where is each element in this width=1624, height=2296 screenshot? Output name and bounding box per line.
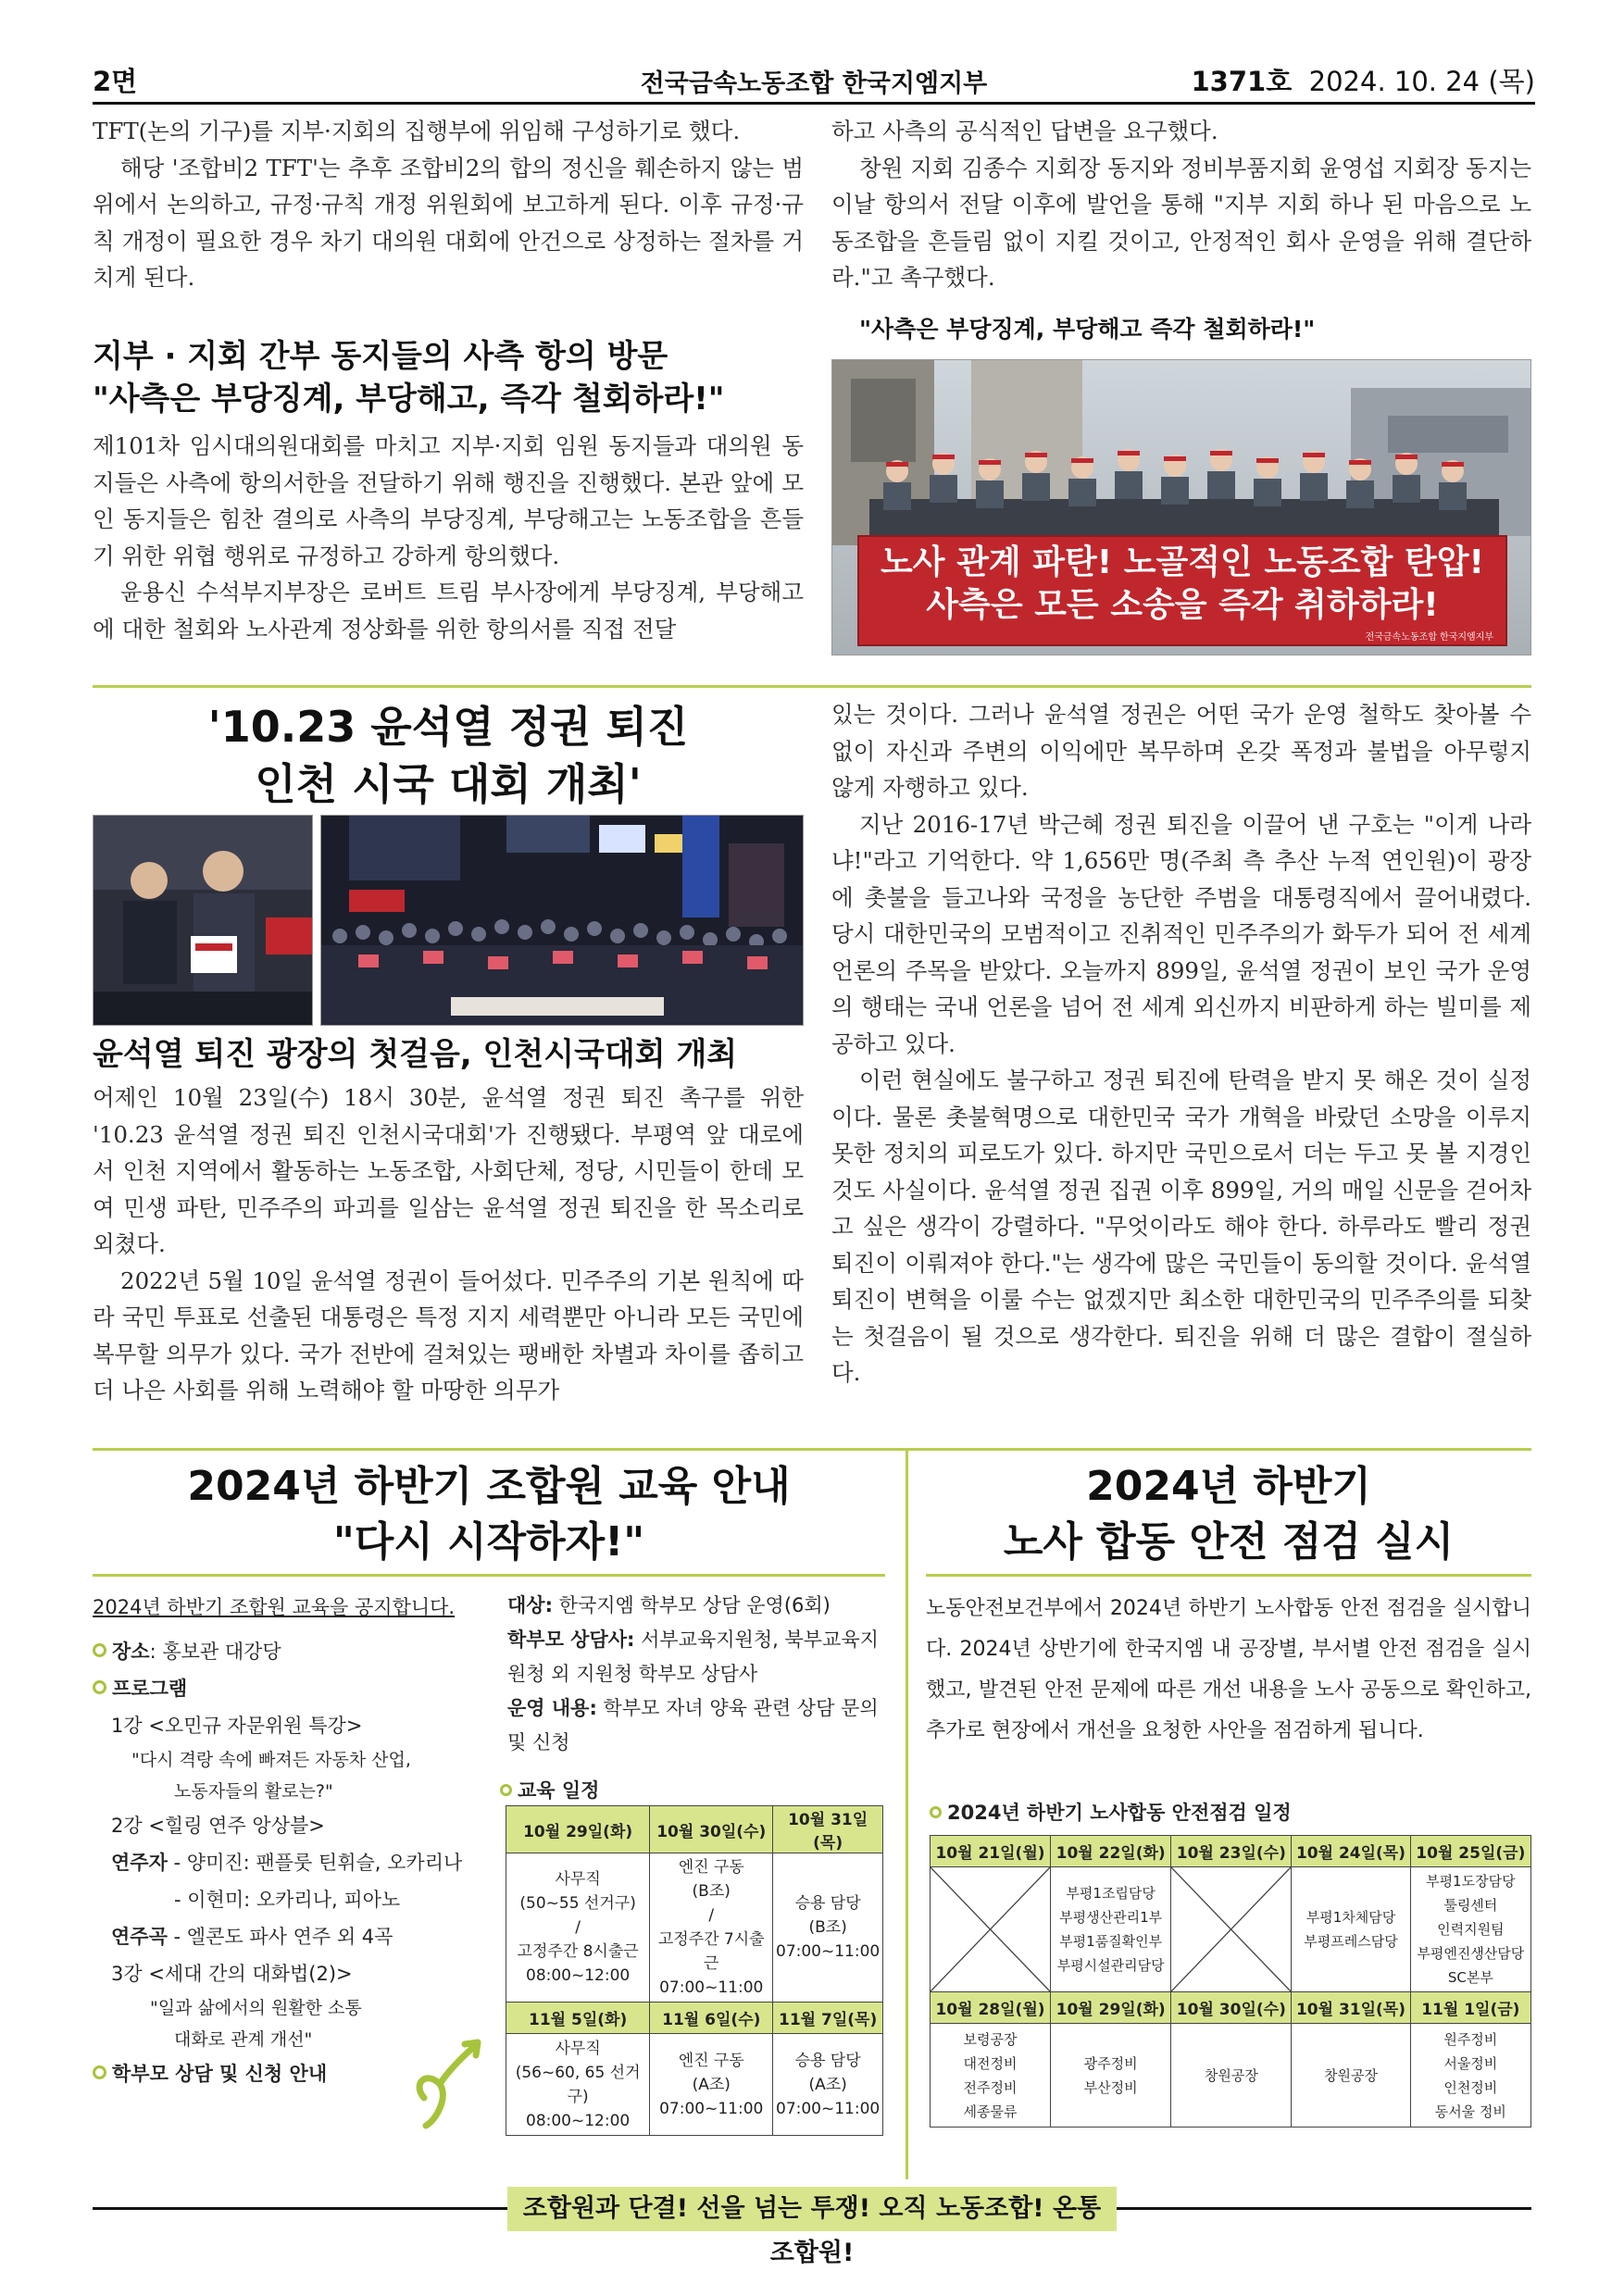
banner-small-text: 전국금속노동조합 한국지엠지부 (1365, 632, 1493, 643)
cell-line: (56~60, 65 선거구) (515, 2063, 641, 2106)
cross-out-icon (931, 1867, 1050, 1991)
page-number: 2면 (93, 66, 138, 97)
cell-line: 승용 담당 (794, 2051, 861, 2070)
counselor-value: 서부교육지원청, 북부교육지원청 외 지원청 학부모 상담사 (507, 1628, 879, 1685)
story1-headline (93, 335, 804, 420)
cell-line: 서울정비 (1443, 2054, 1498, 2072)
cell-line: 부산정비 (1083, 2078, 1138, 2096)
safety-cell (1410, 2024, 1530, 2128)
cell-line: (B조) (808, 1918, 847, 1937)
story2-subhead: 윤석열 퇴진 광장의 첫걸음, 인천시국대회 개최 (93, 1036, 738, 1073)
target-line (507, 1589, 885, 1623)
songs-value: - 엘콘도 파사 연주 외 4곡 (167, 1926, 394, 1948)
lecture-1-sub2: 노동자들의 활로는?" (174, 1781, 333, 1802)
songs-line (93, 1918, 491, 1955)
edu-cell (650, 2034, 773, 2136)
arrow-doodle-icon (407, 2033, 491, 2135)
program-label: 프로그램 (112, 1678, 188, 1700)
section-divider (93, 685, 1531, 688)
content-value: 학부모 자녀 양육 관련 상담 문의 및 신청 (507, 1697, 879, 1753)
education-left (93, 1589, 491, 2092)
story1-right-column (831, 113, 1531, 296)
counselor-line (507, 1623, 885, 1691)
place-label: 장소 (112, 1641, 150, 1663)
safety-cell (1410, 1867, 1530, 1992)
cell-line: 고정주간 7시출근 (657, 1930, 765, 1973)
cell-line: 인천정비 (1443, 2078, 1498, 2096)
safety-title (926, 1459, 1531, 1570)
place-line (93, 1633, 491, 1670)
cell-line: 부평시설관리담당 (1056, 1957, 1165, 1974)
cell-line: 세종물류 (963, 2103, 1018, 2120)
content-label: 운영 내용: (507, 1697, 597, 1719)
cell-line: 07:00~11:00 (659, 1978, 764, 1997)
cell-line: 고정주간 8시출근 (517, 1942, 639, 1961)
place-value: : 홍보관 대강당 (149, 1641, 281, 1663)
issue-info (1191, 61, 1535, 99)
cell-line: 사무직 (555, 2039, 601, 2058)
cell-line: 부평1도장담당 (1426, 1873, 1516, 1890)
safety-schedule-label: 2024년 하반기 노사합동 안전점검 일정 (947, 1802, 1292, 1824)
paragraph: 어제인 10월 23일(수) 18시 30분, 윤석열 정권 퇴진 촉구를 위한 '10.23 윤석열 정권 퇴진 인천시국대회'가 진행됐다. 부평역 앞 대로에서 인천 지역에서 활동하는 노동조합, 사회단체, 정당, 시민들이 한데 모여 민생 파탄, 민주주의 파괴를 일삼는 윤석열 정권 퇴진을 한 목소리로 외쳤다. (93, 1084, 804, 1257)
cell-line: 승용 담당 (794, 1894, 861, 1913)
edu-schedule-label: 교육 일정 (518, 1779, 600, 1802)
paragraph: 지난 2016-17년 박근혜 정권 퇴진을 이끌어 낸 구호는 "이게 나라냐!"라고 기억한다. 약 1,656만 명(주최 측 추산 누적 연인원)이 광장에 촛불을 들고나와 국정을 농단한 주범을 대통령직에서 끌어내렸다. 당시 대한민국의 모범적이고 진취적인 민주주의가 화두가 되어 전 세계 언론의 주목을 받았다. 오늘까지 899일, 윤석열 정권이 보인 국가 운영의 행태는 국내 언론을 넘어 전 세계 외신까지 비판하게 하는 빌미를 제공하고 있다. (831, 810, 1531, 1057)
paragraph: 하고 사측의 공식적인 답변을 요구했다. (831, 118, 1218, 144)
edu-cell (650, 1853, 773, 2003)
cell-line: 원주정비 (1443, 2030, 1498, 2048)
cell-line: 07:00~11:00 (776, 2099, 881, 2118)
issue-date: 2024. 10. 24 (목) (1308, 66, 1535, 97)
players-label: 연주자 (111, 1852, 168, 1874)
safety-head: 10월 23일(수) (1171, 1836, 1292, 1867)
edu-head: 10월 31일(목) (773, 1806, 883, 1853)
safety-schedule-label-line (930, 1798, 1292, 1826)
paragraph: TFT(논의 기구)를 지부·지회의 집행부에 위임해 구성하기로 했다. (93, 118, 741, 144)
cell-line: (A조) (692, 2075, 731, 2094)
story1-headline-line2: "사측은 부당징계, 부당해고, 즉각 철회하라!" (93, 381, 725, 418)
story2-left-column (93, 1079, 804, 1409)
cell-line: 사무직 (555, 1870, 601, 1889)
paragraph: 2022년 5월 10일 윤석열 정권이 들어섰다. 민주주의 기본 원칙에 따라 국민 투표로 선출된 대통령은 특정 지지 세력뿐만 아니라 모든 국민에 복무할 의무가 있다. 국가 전반에 걸쳐있는 팽배한 차별과 차이를 좁히고 더 나은 사회를 위해 노력해야 할 마땅한 의무가 (93, 1267, 804, 1404)
edu-cell (506, 2034, 650, 2136)
safety-head: 10월 21일(월) (931, 1836, 1051, 1867)
education-title-line2: "다시 시작하자!" (332, 1518, 645, 1566)
cell-line: 부평엔진생산담당 (1417, 1945, 1525, 1962)
safety-cell (1292, 2024, 1410, 2128)
cell-line: 엔진 구동 (678, 1858, 744, 1877)
cell-line: 부평1차체담당 (1305, 1909, 1396, 1926)
section-divider (93, 1448, 1531, 1451)
cell-line: 창원공장 (1204, 2066, 1258, 2084)
target-value: 한국지엠 학부모 상담 운영(6회) (552, 1594, 831, 1616)
edu-row-1 (506, 1853, 883, 2003)
education-title-rule (93, 1574, 885, 1577)
parent-label: 학부모 상담 및 신청 안내 (112, 2063, 328, 2085)
education-notice: 2024년 하반기 조합원 교육을 공지합니다. (93, 1596, 456, 1618)
safety-head: 10월 22일(화) (1051, 1836, 1171, 1867)
education-title-line1: 2024년 하반기 조합원 교육 안내 (187, 1463, 791, 1510)
lecture-3-sub1: "일과 삶에서의 원활한 소통 (150, 1998, 362, 2018)
empty-cell (1171, 1867, 1292, 1992)
songs-label: 연주곡 (111, 1926, 168, 1948)
cell-line: 인력지원팀 (1437, 1921, 1505, 1938)
cell-line: 툴링센터 (1443, 1897, 1498, 1914)
paragraph: 있는 것이다. 그러나 윤석열 정권은 어떤 국가 운영 철학도 찾아볼 수 없이 자신과 주변의 이익에만 복무하며 온갖 폭정과 불법을 아무렇지 않게 자행하고 있다. (831, 701, 1531, 801)
edu-head-row-2 (506, 2003, 883, 2034)
cell-line: 부평생산관리1부 (1059, 1909, 1163, 1926)
target-label: 대상: (507, 1594, 553, 1616)
safety-schedule-table (930, 1835, 1531, 2128)
org-name: 전국금속노동조합 한국지엠지부 (640, 69, 988, 98)
story1-left-column (93, 113, 804, 296)
paragraph: 윤용신 수석부지부장은 로버트 트림 부사장에게 부당징계, 부당해고에 대한 철회와 노사관계 정상화를 위한 항의서를 직접 전달 (93, 579, 804, 643)
safety-head: 10월 31일(목) (1292, 1992, 1410, 2024)
protest-march-photo (831, 359, 1531, 655)
lecture-2: 2강 <힐링 연주 앙상블> (111, 1815, 325, 1837)
cell-line: / (575, 1918, 581, 1937)
edu-cell (773, 1853, 883, 2003)
edu-head-row-1 (506, 1806, 883, 1853)
safety-head: 10월 30일(수) (1171, 1992, 1292, 2024)
edu-cell (773, 2034, 883, 2136)
program-line (93, 1670, 491, 1707)
rally-photo-crowd (320, 815, 804, 1026)
safety-row-2 (931, 2024, 1531, 2128)
paragraph: 이런 현실에도 불구하고 정권 퇴진에 탄력을 받지 못 해온 것이 실정이다. 물론 촛불혁명으로 대한민국 국가 개혁을 바랐던 소망을 이루지 못한 정치의 피로도가 있다. 하지만 국민으로서 더는 두고 못 볼 지경인 것도 사실이다. 윤석열 정권 집권 이후 899일, 거의 매일 신문을 걷어차고 싶은 생각이 강렬하다. "무엇이라도 해야 한다. 하루라도 빨리 정권 퇴진이 이뤄져야 한다."는 생각에 많은 국민들이 동의할 것이다. 윤석열 퇴진이 변혁을 이룰 수는 없겠지만 최소한 대한민국의 민주주의를 되찾는 첫걸음이 될 것으로 생각한다. 퇴진을 위해 더 많은 결합이 절실하다. (831, 1067, 1531, 1386)
content-line (507, 1691, 885, 1760)
rally-photo-left-illustration (94, 816, 313, 1026)
cell-line: 엔진 구동 (678, 2051, 744, 2070)
story1-headline-line1: 지부 · 지회 간부 동지들의 사측 항의 방문 (93, 338, 668, 375)
cell-line: 부평1품질확인부 (1059, 1933, 1163, 1950)
bullet-icon (930, 1806, 942, 1818)
lecture-3-sub2: 대화로 관계 개선" (174, 2029, 313, 2050)
cell-line: 07:00~11:00 (659, 2099, 764, 2118)
story1-quote: "사측은 부당징계, 부당해고 즉각 철회하라!" (859, 316, 1316, 343)
safety-head: 10월 24일(목) (1292, 1836, 1410, 1867)
issue-number: 1371호 (1191, 66, 1293, 97)
lecture-3: 3강 <세대 간의 대화법(2)> (111, 1963, 353, 1985)
edu-schedule-label-line (500, 1776, 599, 1803)
story2-title-line2: 인천 시국 대회 개최' (255, 759, 642, 809)
cell-line: SC본부 (1447, 1969, 1493, 1986)
cell-line: (A조) (808, 2075, 847, 2094)
box-divider (906, 1448, 908, 2179)
cell-line: 보령공장 (963, 2030, 1018, 2048)
story1-body (93, 428, 804, 647)
safety-title-rule (926, 1574, 1531, 1577)
banner-line1: 노사 관계 파탄! 노골적인 노동조합 탄압! (881, 543, 1484, 581)
safety-title-line2: 노사 합동 안전 점검 실시 (1003, 1518, 1455, 1566)
cell-line: 전주정비 (963, 2078, 1018, 2096)
cell-line: 부평1조립담당 (1066, 1885, 1156, 1902)
edu-head: 11월 7일(목) (773, 2003, 883, 2034)
cell-line: 부평프레스담당 (1304, 1933, 1398, 1950)
rally-photo-left (93, 815, 313, 1026)
safety-head-row-1 (931, 1836, 1531, 1867)
footer-slogan: 조합원과 단결! 선을 넘는 투쟁! 오직 노동조합! 온통 조합원! (507, 2187, 1117, 2231)
players-line (93, 1844, 491, 1881)
safety-head: 10월 28일(월) (931, 1992, 1051, 2024)
counselor-label: 학부모 상담사: (507, 1628, 635, 1651)
story2-title (93, 698, 804, 813)
cell-line: 08:00~12:00 (526, 1966, 631, 1985)
cell-line: (B조) (692, 1882, 731, 1901)
cell-line: (50~55 선거구) (519, 1894, 636, 1913)
education-schedule-table (506, 1805, 883, 2136)
safety-cell (1051, 1867, 1171, 1992)
edu-head: 10월 30일(수) (650, 1806, 773, 1853)
edu-head: 10월 29일(화) (506, 1806, 650, 1853)
page-header (93, 57, 1535, 100)
cell-line: 창원공장 (1324, 2066, 1378, 2084)
story2-right-column (831, 696, 1531, 1391)
players-1: - 양미진: 팬플룻 틴휘슬, 오카리나 (167, 1852, 463, 1874)
bullet-icon (93, 1680, 106, 1694)
cell-line: 동서울 정비 (1434, 2103, 1506, 2120)
education-right (507, 1589, 885, 1760)
banner-line2: 사측은 모든 소송을 즉각 취하하라! (926, 586, 1439, 624)
safety-head-row-2 (931, 1992, 1531, 2024)
empty-cell (931, 1867, 1051, 1992)
edu-head: 11월 5일(화) (506, 2003, 650, 2034)
cell-line: / (708, 1906, 715, 1925)
safety-cell (1292, 1867, 1410, 1992)
header-rule (93, 102, 1535, 105)
lecture-1-sub1: "다시 격랑 속에 빠져든 자동차 산업, (131, 1750, 411, 1770)
cell-line: 광주정비 (1083, 2054, 1138, 2072)
education-title (93, 1459, 885, 1570)
safety-head: 10월 29일(화) (1051, 1992, 1171, 2024)
cell-line: 08:00~12:00 (526, 2111, 631, 2130)
safety-cell (1171, 2024, 1292, 2128)
edu-cell (506, 1853, 650, 2003)
safety-row-1 (931, 1867, 1531, 1992)
rally-crowd-illustration (321, 816, 804, 1026)
cell-line: 대전정비 (963, 2054, 1018, 2072)
edu-row-2 (506, 2034, 883, 2136)
paragraph: 제101차 임시대의원대회를 마치고 지부·지회 임원 동지들과 대의원 동지들은 사측에 항의서한을 전달하기 위해 행진을 진행했다. 본관 앞에 모인 동지들은 힘찬 결의로 사측의 부당징계, 부당해고는 노동조합을 흔들기 위한 위협 행위로 규정하고 강하게 항의했다. (93, 432, 804, 569)
safety-cell (1051, 2024, 1171, 2128)
cross-out-icon (1171, 1867, 1291, 1991)
story2-title-line1: '10.23 윤석열 정권 퇴진 (207, 702, 689, 752)
lecture-1: 1강 <오민규 자문위원 특강> (111, 1715, 363, 1737)
safety-head: 10월 25일(금) (1410, 1836, 1530, 1867)
cell-line: 07:00~11:00 (776, 1942, 881, 1961)
bullet-icon (93, 2065, 106, 2079)
safety-title-line1: 2024년 하반기 (1086, 1463, 1371, 1510)
banner-text (860, 542, 1505, 627)
paragraph: 해당 '조합비2 TFT'는 추후 조합비2의 합의 정신을 훼손하지 않는 범위에서 논의하고, 규정·규칙 개정 위원회에 보고하게 된다. 이후 규정·규칙 개정이 필요한 경우 차기 대의원 대회에 안건으로 상정하는 절차를 거치게 된다. (93, 154, 804, 291)
edu-head: 11월 6일(수) (650, 2003, 773, 2034)
players-2: - 이현미: 오카리나, 피아노 (174, 1889, 401, 1911)
paragraph: 창원 지회 김종수 지회장 동지와 정비부품지회 윤영섭 지회장 동지는 이날 항의서 전달 이후에 발언을 통해 "지부 지회 하나 된 마음으로 노동조합을 흔들림 없이 지킬 것이고, 안정적인 회사 운영을 위해 결단하라."고 촉구했다. (831, 154, 1531, 291)
safety-body: 노동안전보건부에서 2024년 하반기 노사합동 안전 점검을 실시합니다. 2024년 상반기에 한국지엠 내 공장별, 부서별 안전 점검을 실시했고, 발견된 안전 문제에 따른 개선 내용을 노사 공동으로 확인하고, 추가로 현장에서 개선을 요청한 사안을 점검하게 됩니다. (926, 1597, 1531, 1742)
bullet-icon (93, 1643, 106, 1657)
safety-head: 11월 1일(금) (1410, 1992, 1530, 2024)
bullet-icon (500, 1784, 512, 1796)
safety-cell (931, 2024, 1051, 2128)
